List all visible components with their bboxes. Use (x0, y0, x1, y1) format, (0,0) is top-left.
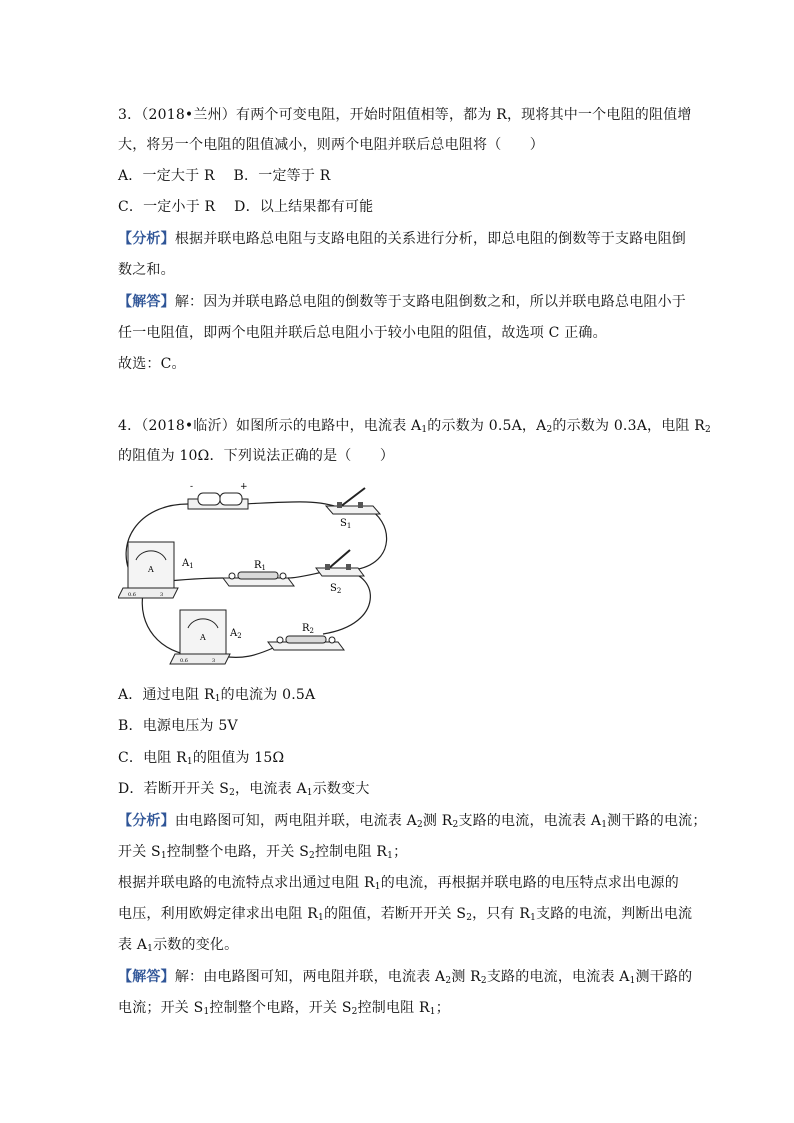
q3-analysis-line2: 数之和。 (118, 262, 175, 278)
q4-analysis-line2: 开关 $S_1$控制整个电路，开关 $S_2$控制电阻 $R_1$； (118, 844, 408, 861)
s1-label: $S_1$ (340, 518, 352, 530)
svg-text:A: A (200, 633, 206, 642)
r2-label: $R_2$ (302, 623, 314, 635)
svg-text:0.6: 0.6 (128, 592, 136, 598)
q4-answer-line1: 【解答】解：由电路图可知，两电阻并联，电流表 $A_2$测 $R_2$支路的电流，电流表 $A_1$测干路的 (118, 969, 693, 986)
battery-plus-label: + (240, 482, 248, 492)
q4-option-b: B．电源电压为 5V (118, 718, 238, 734)
analysis-tag: 【分析】 (118, 231, 175, 247)
battery-minus-label: - (190, 482, 194, 492)
battery-icon (188, 482, 248, 509)
q4-analysis-line3: 根据并联电路的电流特点求出通过电阻 $R_1$的电流，再根据并联电路的电压特点求出电源的 (118, 875, 679, 892)
q4-analysis-line4: 电压，利用欧姆定律求出电阻 $R_1$的阻值，若断开开关 $S_2$，只有 $R_1$支路的电流，判断出电流 (118, 906, 693, 923)
q3-stem-line2: 大，将另一个电阻的阻值减小，则两个电阻并联后总电阻将（ ） (118, 137, 544, 153)
s2-label: $S_2$ (330, 583, 342, 595)
ammeter-a1-icon (118, 542, 194, 598)
q3-answer-text: 解：因为并联电路总电阻的倒数等于支路电阻倒数之和，所以并联电路总电阻小于 (174, 294, 687, 310)
q3-options-ab: A．一定大于 R B．一定等于 R (118, 168, 331, 184)
svg-text:3: 3 (160, 592, 164, 598)
svg-text:A: A (148, 565, 154, 574)
q3-analysis-line1 (118, 229, 686, 249)
q4-analysis-line1: 【分析】由电路图可知，两电阻并联，电流表 $A_2$测 $R_2$支路的电流，电流表 $A_1$测干路的电流； (118, 813, 707, 830)
q3-choice: 故选：C。 (118, 356, 186, 372)
switch-s1-icon (326, 488, 380, 530)
switch-s2-icon (316, 550, 364, 595)
q3-stem-line1: 3．（2018•兰州）有两个可变电阻，开始时阻值相等，都为 R，现将其中一个电阻的阻值增 (118, 107, 692, 123)
resistor-r1-icon (223, 560, 294, 586)
q3-answer-line2: 任一电阻值，即两个电阻并联后总电阻小于较小电阻的阻值，故选项 C 正确。 (118, 325, 607, 341)
resistor-r2-icon (268, 623, 344, 650)
q4-analysis-line5: 表 $A_1$示数的变化。 (118, 937, 239, 954)
svg-text:3: 3 (212, 658, 216, 664)
q3-options-cd: C．一定小于 R D．以上结果都有可能 (118, 199, 374, 215)
q3-answer-line1 (118, 292, 686, 312)
a2-label: $A_2$ (230, 628, 242, 640)
r1-label: $R_1$ (254, 560, 266, 572)
circuit-diagram (118, 474, 398, 674)
q4-option-c: C．电阻 $R_1$的阻值为 15Ω (118, 750, 285, 767)
q4-answer-line2: 电流；开关 $S_1$控制整个电路，开关 $S_2$控制电阻 $R_1$； (118, 1000, 450, 1017)
ammeter-a2-icon (170, 610, 242, 664)
q3-analysis-text: 根据并联电路总电阻与支路电阻的关系进行分析，即总电阻的倒数等于支路电阻倒 (174, 231, 687, 247)
a1-label: $A_1$ (182, 558, 194, 570)
q4-option-d: D．若断开开关 $S_2$，电流表 $A_1$示数变大 (118, 781, 370, 798)
analysis-tag: 【分析】 (118, 813, 175, 829)
q4-stem-line1: 4．（2018•临沂）如图所示的电路中，电流表 $A_1$的示数为 0.5A，$A_2$的示数为 0.3A，电阻 $R_2$ (118, 418, 711, 435)
q4-option-a: A．通过电阻 $R_1$的电流为 0.5A (118, 687, 316, 704)
answer-tag: 【解答】 (118, 969, 175, 985)
q4-stem-line2: 的阻值为 10Ω．下列说法正确的是（ ） (118, 448, 395, 464)
answer-tag: 【解答】 (118, 294, 175, 310)
svg-text:0.6: 0.6 (180, 658, 188, 664)
